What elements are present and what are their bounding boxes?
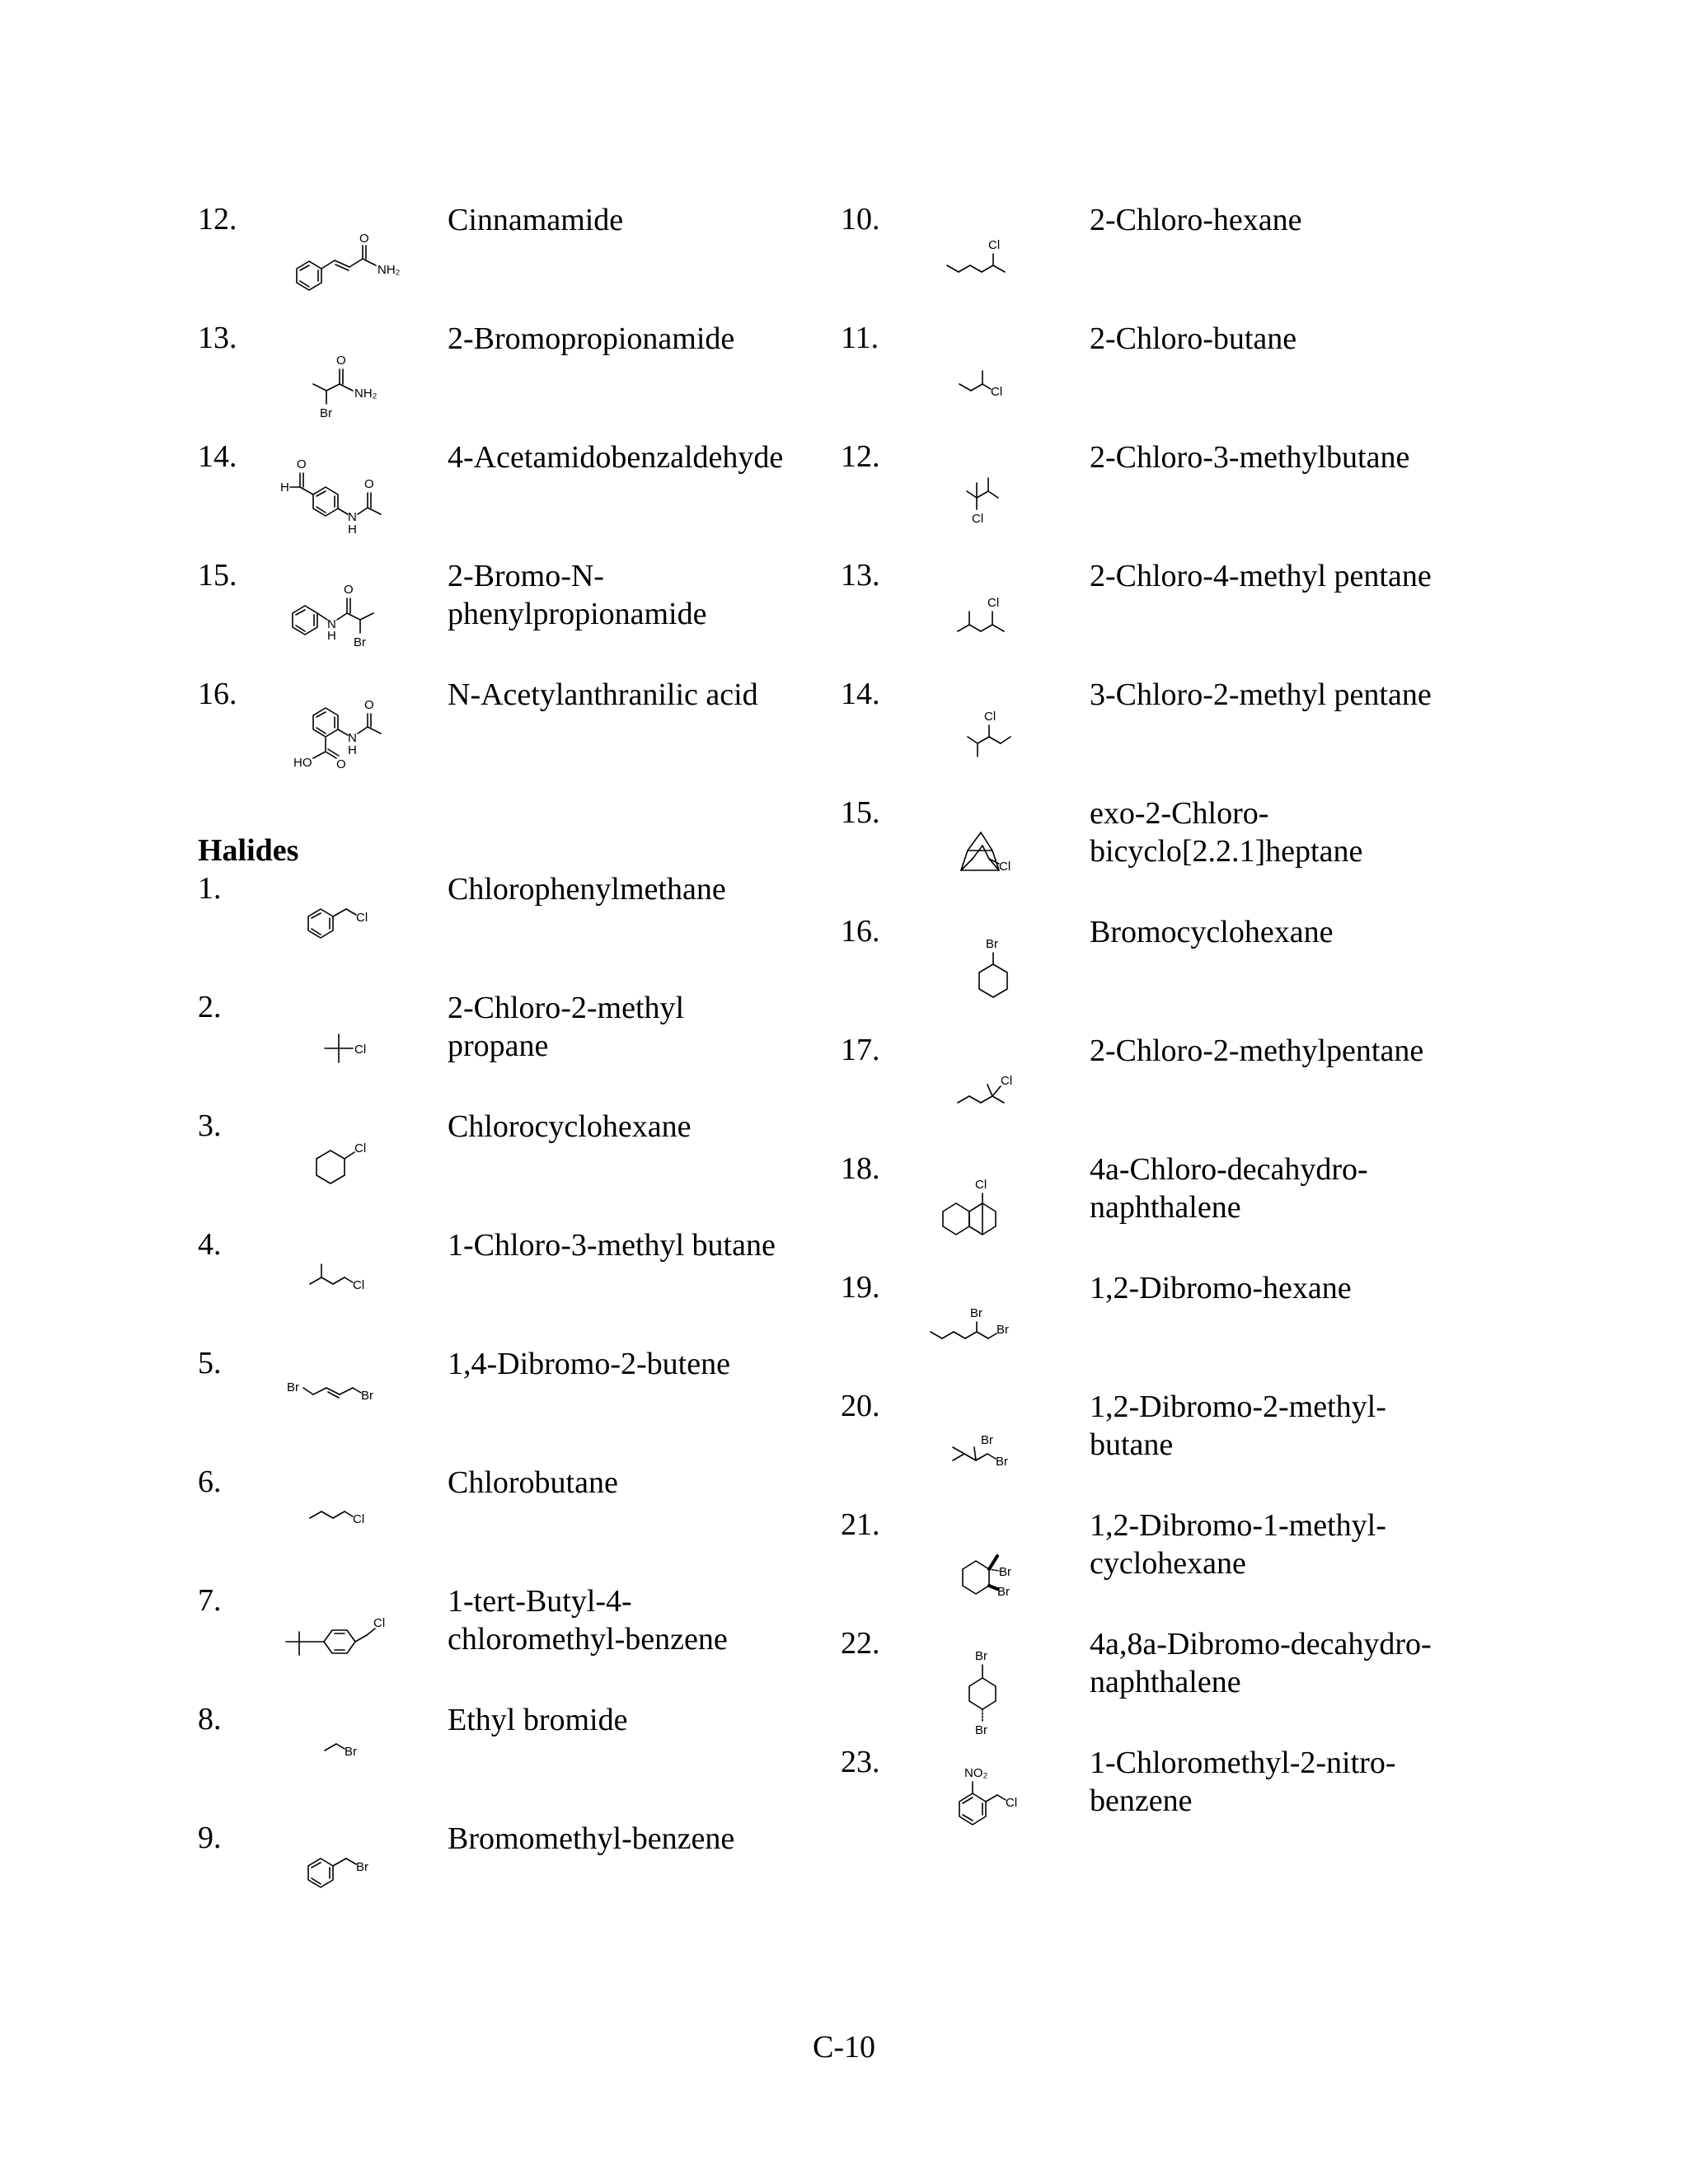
entry-number: 22. xyxy=(841,1626,880,1661)
entry-number: 2. xyxy=(198,990,222,1024)
bromocyclohexane-structure xyxy=(971,931,1037,1026)
compound-name: 2-Chloro-butane xyxy=(1090,321,1297,356)
compound-name: exo-2-Chloro- bicyclo[2.2.1]heptane xyxy=(1090,796,1363,869)
1-2-dibromo-2-methylbutane-structure xyxy=(950,1418,1048,1496)
svg-text:N: N xyxy=(348,510,357,524)
entry-number: 1. xyxy=(198,871,222,906)
1-tert-butyl-4-chloromethylbenzene-structure xyxy=(284,1607,416,1685)
svg-text:N: N xyxy=(327,617,336,631)
svg-text:Cl: Cl xyxy=(1006,1796,1018,1810)
svg-text:O: O xyxy=(297,457,307,471)
svg-text:Br: Br xyxy=(975,1649,987,1663)
svg-text:O: O xyxy=(364,477,374,491)
svg-text:Br: Br xyxy=(975,1723,987,1737)
svg-text:Br: Br xyxy=(996,1323,1009,1337)
compound-name: Bromomethyl-benzene xyxy=(448,1821,735,1856)
svg-text:O: O xyxy=(364,698,374,712)
compound-name: 2-Chloro-hexane xyxy=(1090,203,1302,237)
compound-name: Bromocyclohexane xyxy=(1090,915,1334,949)
chlorocyclohexane-structure xyxy=(313,1127,412,1222)
entry-number: 3. xyxy=(198,1108,222,1143)
section-heading: Halides xyxy=(198,833,299,868)
svg-text:O: O xyxy=(336,354,346,368)
3-chloro-2-methylpentane-structure xyxy=(964,704,1047,790)
compound-name: 4-Acetamidobenzaldehyde xyxy=(448,440,784,475)
svg-text:Cl: Cl xyxy=(354,1043,367,1057)
compound-name: Chlorophenylmethane xyxy=(448,872,726,907)
svg-text:H: H xyxy=(348,743,357,757)
svg-text:Br: Br xyxy=(986,937,998,951)
compound-name: 1,2-Dibromo-1-methyl- cyclohexane xyxy=(1090,1508,1386,1581)
entry-number: 12. xyxy=(841,439,880,474)
compound-name: 4a-Chloro-decahydro- naphthalene xyxy=(1090,1152,1368,1225)
entry-number: 5. xyxy=(198,1346,222,1380)
svg-text:N: N xyxy=(348,731,357,745)
svg-text:Cl: Cl xyxy=(999,860,1011,874)
cinnamamide-structure xyxy=(280,218,420,304)
page-number: C-10 xyxy=(813,2030,875,2064)
compound-name: Chlorobutane xyxy=(448,1465,618,1500)
entry-number: 14. xyxy=(841,677,880,711)
compound-name: 1-Chloromethyl-2-nitro- benzene xyxy=(1090,1746,1396,1818)
2-chlorobutane-structure xyxy=(956,349,1055,419)
compound-name: Cinnamamide xyxy=(448,203,624,237)
4a-8a-dibromodecahydronaphthalene-structure xyxy=(948,1645,1047,1748)
entry-number: 20. xyxy=(841,1389,880,1423)
2-bromo-n-phenylpropionamide-structure xyxy=(284,569,424,672)
compound-name: Ethyl bromide xyxy=(448,1703,628,1737)
1-2-dibromohexane-structure xyxy=(927,1299,1059,1369)
2-chlorohexane-structure xyxy=(944,231,1059,293)
svg-text:Cl: Cl xyxy=(1001,1074,1013,1088)
svg-text:NO₂: NO₂ xyxy=(964,1766,988,1780)
svg-text:HO: HO xyxy=(293,756,312,770)
svg-text:O: O xyxy=(344,583,354,597)
entry-number: 16. xyxy=(841,914,880,949)
bromomethylbenzene-structure xyxy=(305,1841,404,1919)
1-chloro-3-methylbutane-structure xyxy=(305,1256,404,1326)
svg-text:Br: Br xyxy=(996,1455,1008,1469)
2-chloro-4-methylpentane-structure xyxy=(954,585,1053,663)
entry-number: 21. xyxy=(841,1507,880,1542)
svg-text:Br: Br xyxy=(345,1745,357,1759)
compound-name: 1-Chloro-3-methyl butane xyxy=(448,1228,776,1263)
svg-text:NH₂: NH₂ xyxy=(354,387,377,401)
entry-number: 4. xyxy=(198,1227,222,1262)
2-chloro-2-methylpropane-structure xyxy=(321,1014,404,1084)
svg-text:Cl: Cl xyxy=(984,710,996,724)
svg-text:Cl: Cl xyxy=(353,1512,365,1526)
entry-number: 23. xyxy=(841,1745,880,1779)
compound-name: 1,4-Dibromo-2-butene xyxy=(448,1347,730,1381)
entry-number: 16. xyxy=(198,677,237,711)
chlorobutane-structure xyxy=(307,1493,406,1555)
1-chloromethyl-2-nitrobenzene-structure xyxy=(954,1762,1053,1857)
entry-number: 10. xyxy=(841,202,880,237)
entry-number: 15. xyxy=(841,795,880,830)
svg-text:O: O xyxy=(336,757,346,771)
compound-name: 2-Chloro-3-methylbutane xyxy=(1090,440,1410,475)
compound-name: N-Acetylanthranilic acid xyxy=(448,677,758,712)
2-chloro-3-methylbutane-structure xyxy=(960,463,1043,550)
svg-text:Cl: Cl xyxy=(373,1616,386,1630)
compound-name: 2-Bromo-N- phenylpropionamide xyxy=(448,559,707,631)
chlorophenylmethane-structure xyxy=(305,892,404,978)
svg-text:H: H xyxy=(327,629,336,643)
svg-text:Cl: Cl xyxy=(975,1178,987,1192)
svg-text:Cl: Cl xyxy=(356,911,368,925)
entry-number: 7. xyxy=(198,1583,222,1618)
n-acetylanthranilic-acid-structure xyxy=(288,692,420,804)
svg-text:Br: Br xyxy=(320,406,332,420)
svg-text:Cl: Cl xyxy=(353,1278,365,1292)
exo-2-chlorobicycloheptane-structure xyxy=(956,824,1055,894)
1-2-dibromo-1-methylcyclohexane-structure xyxy=(956,1528,1055,1623)
2-chloro-2-methylpentane-structure xyxy=(954,1057,1053,1135)
compound-name: 2-Chloro-2-methyl propane xyxy=(448,991,685,1063)
entry-number: 17. xyxy=(841,1033,880,1067)
compound-name: Chlorocyclohexane xyxy=(448,1109,692,1144)
entry-number: 6. xyxy=(198,1465,222,1499)
svg-text:Br: Br xyxy=(354,635,366,649)
svg-text:H: H xyxy=(280,480,289,494)
compound-name: 1,2-Dibromo-2-methyl- butane xyxy=(1090,1390,1386,1462)
entry-number: 19. xyxy=(841,1270,880,1305)
entry-number: 18. xyxy=(841,1151,880,1186)
2-bromopropionamide-structure xyxy=(305,338,404,433)
svg-text:H: H xyxy=(348,523,357,537)
svg-text:Cl: Cl xyxy=(972,512,984,526)
compound-name: 4a,8a-Dibromo-decahydro- naphthalene xyxy=(1090,1627,1432,1699)
entry-number: 15. xyxy=(198,558,237,593)
svg-text:Br: Br xyxy=(287,1380,299,1394)
svg-text:NH₂: NH₂ xyxy=(377,263,401,277)
svg-text:Cl: Cl xyxy=(987,596,1000,610)
ethyl-bromide-structure xyxy=(321,1727,404,1781)
entry-number: 13. xyxy=(841,558,880,593)
entry-number: 11. xyxy=(841,321,879,355)
svg-text:Br: Br xyxy=(997,1585,1010,1599)
1-4-dibromo-2-butene-structure xyxy=(287,1375,402,1436)
svg-text:Cl: Cl xyxy=(991,385,1003,399)
entry-number: 14. xyxy=(198,439,237,474)
svg-text:Br: Br xyxy=(981,1433,993,1447)
compound-name: 2-Chloro-2-methylpentane xyxy=(1090,1033,1424,1068)
4a-chlorodecahydronaphthalene-structure xyxy=(948,1170,1047,1265)
svg-text:Br: Br xyxy=(356,1860,368,1874)
4-acetamidobenzaldehyde-structure xyxy=(280,450,420,553)
compound-name: 1,2-Dibromo-hexane xyxy=(1090,1271,1352,1305)
svg-text:Cl: Cl xyxy=(354,1141,367,1155)
svg-text:Br: Br xyxy=(970,1306,982,1320)
entry-number: 9. xyxy=(198,1821,222,1855)
compound-name: 3-Chloro-2-methyl pentane xyxy=(1090,677,1432,712)
compound-name: 1-tert-Butyl-4- chloromethyl-benzene xyxy=(448,1584,728,1657)
svg-text:Br: Br xyxy=(361,1389,373,1403)
entry-number: 8. xyxy=(198,1702,222,1736)
compound-name: 2-Chloro-4-methyl pentane xyxy=(1090,559,1432,593)
compound-name: 2-Bromopropionamide xyxy=(448,321,735,356)
entry-number: 12. xyxy=(198,202,237,237)
svg-text:O: O xyxy=(359,232,369,246)
svg-text:Cl: Cl xyxy=(988,238,1001,252)
svg-text:Br: Br xyxy=(999,1565,1011,1579)
entry-number: 13. xyxy=(198,321,237,355)
